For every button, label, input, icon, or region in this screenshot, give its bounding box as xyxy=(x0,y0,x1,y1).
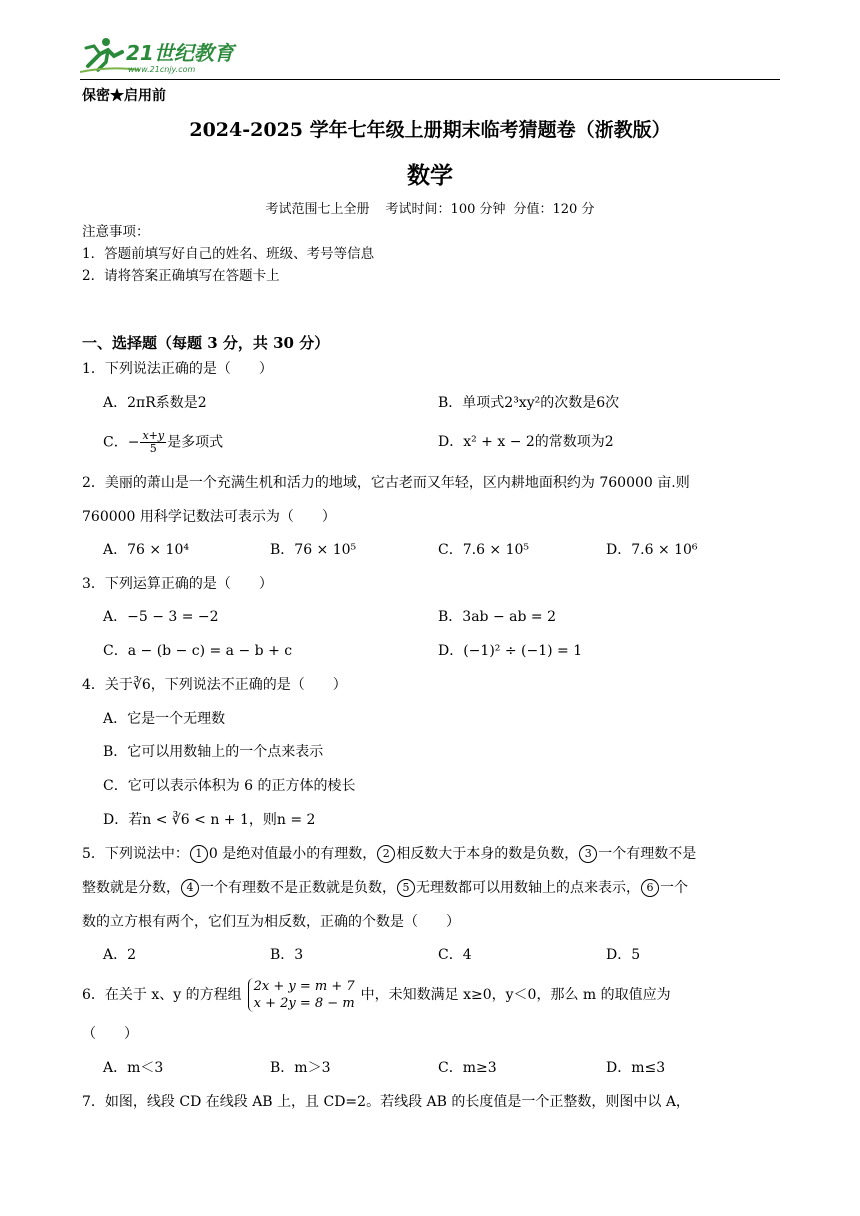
q6-option-c: C．m≥3 xyxy=(438,1060,497,1076)
circled-number: 4 xyxy=(181,879,199,897)
note-item: 2．请将答案正确填写在答题卡上 xyxy=(82,268,280,284)
exam-time: 考试时间：100 分钟 xyxy=(385,202,506,217)
exam-scope: 考试范围七上全册 xyxy=(265,202,370,217)
logo xyxy=(80,36,250,76)
section-heading: 一、选择题（每题 3 分，共 30 分） xyxy=(82,334,330,352)
exam-title: 2024-2025 学年七年级上册期末临考猜题卷（浙教版） xyxy=(189,119,671,141)
q5-option-d: D．5 xyxy=(606,947,641,963)
q3-option-d: D．(−1)² ÷ (−1) = 1 xyxy=(438,643,583,659)
q1-option-d: D．x² + x − 2的常数项为2 xyxy=(438,434,614,450)
q3-option-a: A．−5 − 3 = −2 xyxy=(103,609,219,625)
fraction: $\frac{x+y}{5}$ xyxy=(142,429,165,455)
q2-option-d: D．7.6 × 10⁶ xyxy=(606,542,698,558)
q1-option-c: C．− $\frac{x+y}{5}$ 是多项式 xyxy=(103,429,224,455)
question-2-stem-line1: 2．美丽的萧山是一个充满生机和活力的地域，它古老而又年轻，区内耕地面积约为 760000 亩.则 xyxy=(82,475,690,491)
q6-option-a: A．m＜3 xyxy=(103,1060,164,1076)
equation-system: 2x + y = m + 7 x + 2y = 8 − m xyxy=(248,978,355,1012)
circled-number: 5 xyxy=(397,879,415,897)
q6-option-b: B．m＞3 xyxy=(270,1060,331,1076)
q2-option-c: C．7.6 × 10⁵ xyxy=(438,542,530,558)
question-5-line3: 数的立方根有两个，它们互为相反数，正确的个数是（ ） xyxy=(82,914,460,930)
q6-option-d: D．m≤3 xyxy=(606,1060,666,1076)
question-4-stem: 4．关于∛6，下列说法不正确的是（ ） xyxy=(82,677,347,693)
question-7-stem: 7．如图，线段 CD 在线段 AB 上，且 CD=2。若线段 AB 的长度值是一个正整数，则图中以 A， xyxy=(82,1094,690,1110)
runner-logo-icon xyxy=(80,36,250,76)
q5-option-a: A．2 xyxy=(103,947,137,963)
q2-option-a: A．76 × 10⁴ xyxy=(103,542,189,558)
q2-option-b: B．76 × 10⁵ xyxy=(270,542,357,558)
question-5-line1: 5．下列说法中： 1 0 是绝对值最小的有理数， 2 相反数大于本身的数是负数， 3 一个有理数不是 xyxy=(82,846,697,862)
subject-title: 数学 xyxy=(407,162,453,189)
question-6-stem: 6．在关于 x、y 的方程组 2x + y = m + 7 x + 2y = 8 − m 中，未知数满足 x≥0，y＜0，那么 m 的取值应为 xyxy=(82,979,671,1011)
header-divider xyxy=(80,79,780,80)
q4-option-a: A．它是一个无理数 xyxy=(103,711,226,727)
question-3-stem: 3．下列运算正确的是（ ） xyxy=(82,576,273,592)
question-5-line2: 整数就是分数， 4 一个有理数不是正数就是负数， 5 无理数都可以用数轴上的点来表示， 6 一个 xyxy=(82,880,688,896)
circled-number: 3 xyxy=(579,845,597,863)
question-2-stem-line2: 760000 用科学记数法可表示为（ ） xyxy=(82,509,336,525)
question-1-stem: 1．下列说法正确的是（ ） xyxy=(82,361,273,377)
q4-option-b: B．它可以用数轴上的一个点来表示 xyxy=(103,744,324,760)
q1-option-a: A．2πR系数是2 xyxy=(103,395,207,411)
q3-option-c: C．a − (b − c) = a − b + c xyxy=(103,643,293,659)
svg-text:www.21cnjy.com: www.21cnjy.com xyxy=(128,65,196,74)
q5-option-b: B．3 xyxy=(270,947,304,963)
q3-option-b: B．3ab − ab = 2 xyxy=(438,609,556,625)
q4-option-d: D．若n < ∛6 < n + 1，则n = 2 xyxy=(103,812,316,828)
circled-number: 6 xyxy=(641,879,659,897)
q4-option-c: C．它可以表示体积为 6 的正方体的棱长 xyxy=(103,778,356,794)
note-item: 1．答题前填写好自己的姓名、班级、考号等信息 xyxy=(82,246,375,262)
svg-text:21世纪教育: 21世纪教育 xyxy=(126,41,234,65)
q1-option-b: B．单项式2³xy²的次数是6次 xyxy=(438,395,620,411)
q5-option-c: C．4 xyxy=(438,947,472,963)
exam-score: 分值：120 分 xyxy=(513,202,595,217)
notes-heading: 注意事项： xyxy=(82,224,150,240)
confidential-label: 保密★启用前 xyxy=(82,88,166,104)
exam-info xyxy=(0,198,860,217)
question-6-paren: （ ） xyxy=(82,1026,138,1042)
circled-number: 2 xyxy=(377,845,395,863)
circled-number: 1 xyxy=(190,845,208,863)
